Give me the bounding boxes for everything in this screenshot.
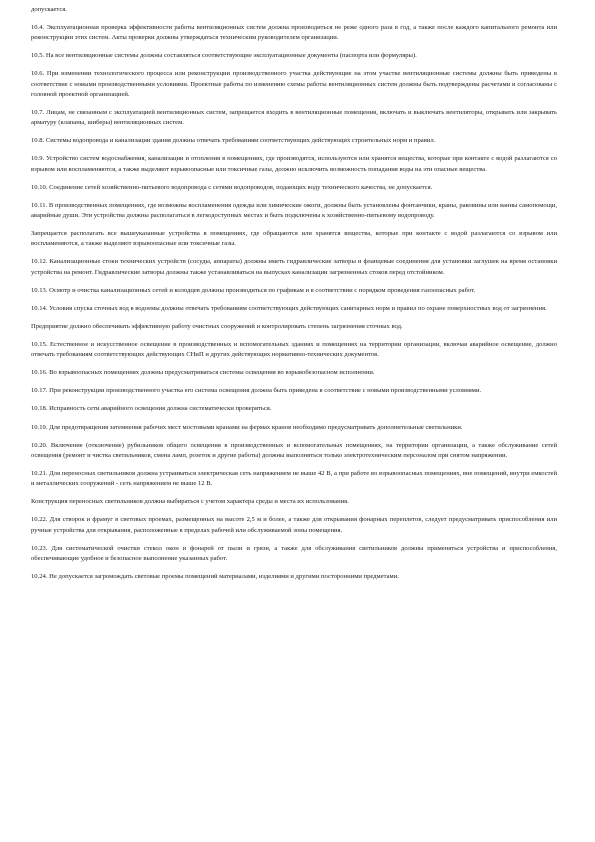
paragraph-10-8: 10.8. Системы водопровода и канализации здания должны отвечать требованиям соответствующих действующих строительных норм и правил. (31, 137, 436, 145)
paragraph-10-19: 10.19. Для предотвращения затемнения рабочих мест мостовыми кранами на фермах кранов необходимо предусматривать дополнительные светильники. (31, 423, 463, 431)
paragraph-10-6: 10.6. При изменении технологического процесса или реконструкции производственного участка действующие на этом участке вентиляционные системы должны быть приведены в соответствие с новыми производственными условиями. Проектные работы по изменению схемы работы вентиляционных систем должны быть подтверждены расчетами и согласованы с головной проектной организацией. (31, 70, 557, 98)
paragraph-10-21: 10.21. Для переносных светильников должна устраиваться электрическая сеть напряжением не выше 42 В, а при работе во взрывоопасных помещениях, вне помещений, внутри емкостей и металлических сооружений - сеть напряжением не выше 12 В. (31, 469, 557, 488)
paragraph-continuation: допускается. (31, 6, 67, 13)
paragraph-10-13: 10.13. Осмотр и очистка канализационных сетей и колодцев должны производиться по графикам и в соответствии с порядком проведения газоопасных работ. (31, 286, 476, 294)
paragraph-10-18: 10.18. Исправность сети аварийного освещения должна систематически проверяться. (31, 405, 272, 413)
paragraph-10-5: 10.5. На все вентиляционные системы должны составляться соответствующие эксплуатационные документы (паспорта или формуляры). (31, 52, 417, 60)
paragraph-10-14: 10.14. Условия спуска сточных вод в водоемы должны отвечать требованиям соответствующих действующих санитарных норм и правил по охране поверхностных вод от загрязнения. (31, 304, 547, 312)
paragraph-10-20: 10.20. Включение (отключение) рубильников общего освещения в производственных и вспомогательных помещениях, на территории организации, а также обслуживание сетей освещения (ремонт и чистка светильников, смена ламп, розеток и другие работы) должны выполняться только электротехническим персоналом при снятом напряжении. (31, 441, 557, 459)
paragraph-10-14-note: Предприятие должно обеспечивать эффективную работу очистных сооружений и контролировать степень загрязнения сточных вод. (31, 322, 403, 330)
paragraph-10-11: 10.11. В производственных помещениях, где возможны воспламенения одежды или химические ожоги, должны быть установлены фонтанчики, краны, раковины или ванны самопомощи, аварийные души. Эти устройства должны располагаться в легкодоступных местах и быть подключены к хозяйственно-питьевому водопроводу. (31, 201, 557, 219)
paragraph-10-11-note: Запрещается располагать все вышеуказанные устройства в помещениях, где обращаются или хранятся вещества, которые при контакте с водой разлагаются со взрывом или воспламеняются, а также выделяют взрывоопасные или токсичные газы. (31, 230, 557, 248)
paragraph-10-24: 10.24. Не допускается загромождать световые проемы помещений материалами, изделиями и другими посторонними предметами. (31, 572, 399, 580)
paragraph-10-23: 10.23. Для систематической очистки стекол окон и фонарей от пыли и грязи, а также для обслуживания светильников должны применяться устройства и приспособления, обеспечивающие удобное и безопасное выполнение указанных работ. (31, 544, 557, 562)
paragraph-10-4: 10.4. Эксплуатационная проверка эффективности работы вентиляционных систем должна производиться не реже одного раза в год, а также после каждого капитального ремонта или реконструкции этих систем. Акты проверки должны утверждаться техническим руководителем организации. (31, 24, 557, 42)
paragraph-10-10: 10.10. Соединение сетей хозяйственно-питьевого водопровода с сетями водопроводов, подающих воду технического качества, не допускается. (31, 183, 433, 191)
paragraph-10-16: 10.16. Во взрывоопасных помещениях должны предусматриваться системы освещения во взрывобезопасном исполнении. (31, 369, 375, 377)
paragraph-10-21-note: Конструкция переносных светильников должна выбираться с учетом характера среды и места их использования. (31, 498, 349, 506)
paragraph-10-7: 10.7. Лицам, не связанным с эксплуатацией вентиляционных систем, запрещается входить в вентиляционные помещения, включать и выключать вентиляторы, открывать или закрывать арматуру (клапаны, шиберы) вентиляционных систем. (31, 108, 557, 127)
paragraph-10-22: 10.22. Для створок и фрамуг в световых проемах, размещенных на высоте 2,5 м и более, а также для открывания фонарных переплетов, следует предусматривать приспособления или ручные устройства для открывания, расположенные в пределах рабочей или обслуживаемой зоны помещения. (31, 516, 557, 534)
paragraph-10-9: 10.9. Устройство систем водоснабжения, канализации и отопления в помещениях, где производятся, используются или хранятся вещества, которые при контакте с водой разлагаются со взрывом или воспламеняются, а также выделяют взрывоопасные или токсичные газы, должно исключить возможность попадания воды на эти опасные вещества. (31, 155, 557, 173)
paragraph-10-17: 10.17. При реконструкции производственного участка его система освещения должна быть приведена в соответствие с новыми производственными условиями. (31, 387, 482, 395)
paragraph-10-15: 10.15. Естественное и искусственное освещение в производственных и вспомогательных зданиях и помещениях на территории организации, включая аварийное освещение, должно отвечать требованиям соответствующих действующих СНиП и других действующих нормативно-технических документов. (31, 340, 557, 359)
paragraph-10-12: 10.12. Канализационные стоки технических устройств (сосуды, аппараты) должны иметь гидравлические затворы и фланцевые соединения для установки заглушек на время остановки устройства на ремонт. Гидравлические затворы должны также устанавливаться на выпусках канализации загрязненных стоков перед отстойником. (31, 258, 557, 276)
